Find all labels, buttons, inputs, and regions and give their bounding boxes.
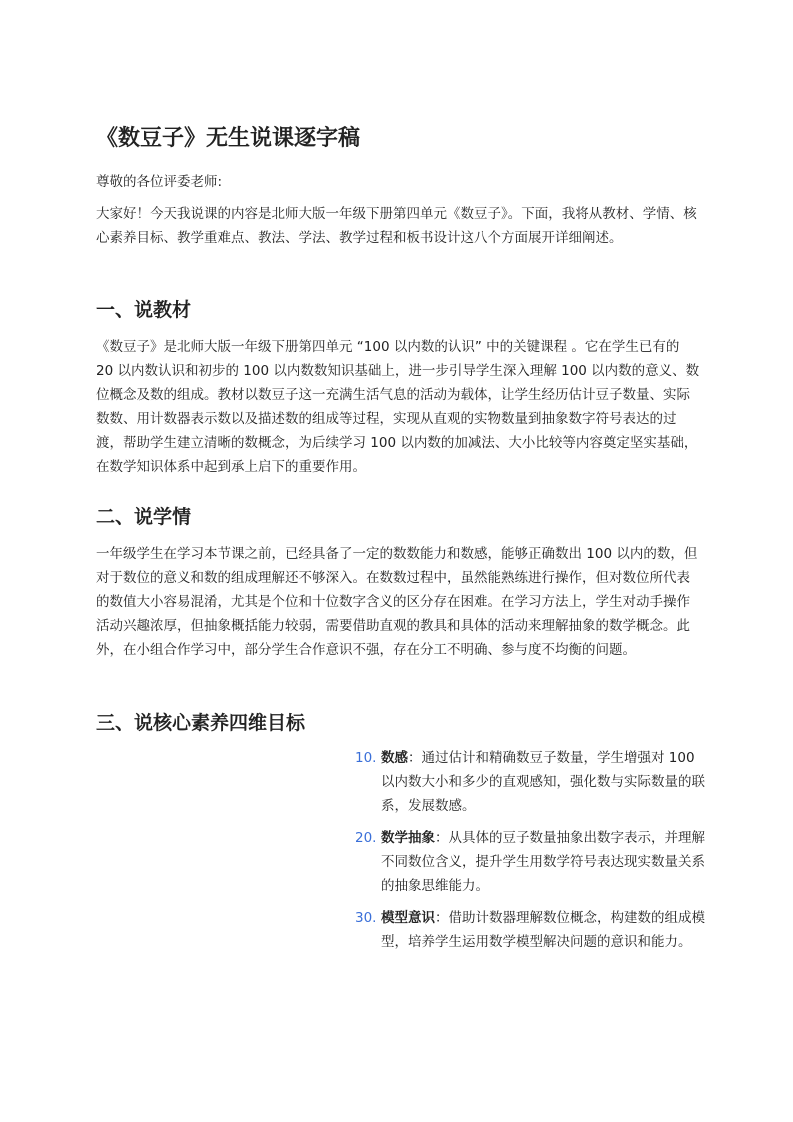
list-number: 10. xyxy=(355,750,377,766)
section-heading-students: 二、说学情 xyxy=(96,506,192,528)
goal-term: 模型意识 xyxy=(381,910,435,926)
goal-separator: ： xyxy=(435,830,449,846)
goal-separator: ： xyxy=(408,750,422,766)
section-body-textbook: 《数豆子》是北师大版一年级下册第四单元 “100 以内数的认识” 中的关键课程 。它在学生已有的 20 以内数认识和初步的 100 以内数数知识基础上，进一步引导学生深入理解 100 以内数的意义、数位概念及数的组成。教材以数豆子这一充满生活气息的活动为载体，让学生经历估计豆子数量、实际数数、用计数器表示数以及描述数的组成等过程，实现从直观的实物数量到抽象数字符号表达的过渡，帮助学生建立清晰的数概念，为后续学习 100 以内数的加减法、大小比较等内容奠定坚实基础，在数学知识体系中起到承上启下的重要作用。 xyxy=(96,339,700,475)
goal-term: 数感 xyxy=(381,750,408,766)
list-item xyxy=(355,746,705,818)
goal-separator: ： xyxy=(435,910,449,926)
goal-text: 通过估计和精确数豆子数量，学生增强对 100 以内数大小和多少的直观感知，强化数与实际数量的联系，发展数感。 xyxy=(381,750,705,814)
section-heading-textbook: 一、说教材 xyxy=(96,299,192,321)
list-item xyxy=(355,826,705,898)
list-number: 30. xyxy=(355,910,377,926)
goals-list xyxy=(355,746,705,962)
section-heading-goals: 三、说核心素养四维目标 xyxy=(96,712,306,734)
goal-text: 从具体的豆子数量抽象出数字表示，并理解不同数位含义，提升学生用数学符号表达现实数量关系的抽象思维能力。 xyxy=(381,830,705,894)
section-body-students: 一年级学生在学习本节课之前，已经具备了一定的数数能力和数感，能够正确数出 100 以内的数，但对于数位的意义和数的组成理解还不够深入。在数数过程中，虽然能熟练进行操作，但对数位所代表的数值大小容易混淆，尤其是个位和十位数字含义的区分存在困难。在学习方法上，学生对动手操作活动兴趣浓厚，但抽象概括能力较弱，需要借助直观的教具和具体的活动来理解抽象的数学概念。此外，在小组合作学习中，部分学生合作意识不强，存在分工不明确、参与度不均衡的问题。 xyxy=(96,546,698,658)
goal-text: 借助计数器理解数位概念，构建数的组成模型，培养学生运用数学模型解决问题的意识和能力。 xyxy=(381,910,705,950)
greeting-text: 尊敬的各位评委老师: xyxy=(96,174,223,190)
list-number: 20. xyxy=(355,830,377,846)
goal-term: 数学抽象 xyxy=(381,830,435,846)
document-title: 《数豆子》无生说课逐字稿 xyxy=(96,126,361,151)
intro-paragraph: 大家好！今天我说课的内容是北师大版一年级下册第四单元《数豆子》。下面，我将从教材、学情、核心素养目标、教学重难点、教法、学法、教学过程和板书设计这八个方面展开详细阐述。 xyxy=(96,206,697,246)
list-item xyxy=(355,906,705,954)
